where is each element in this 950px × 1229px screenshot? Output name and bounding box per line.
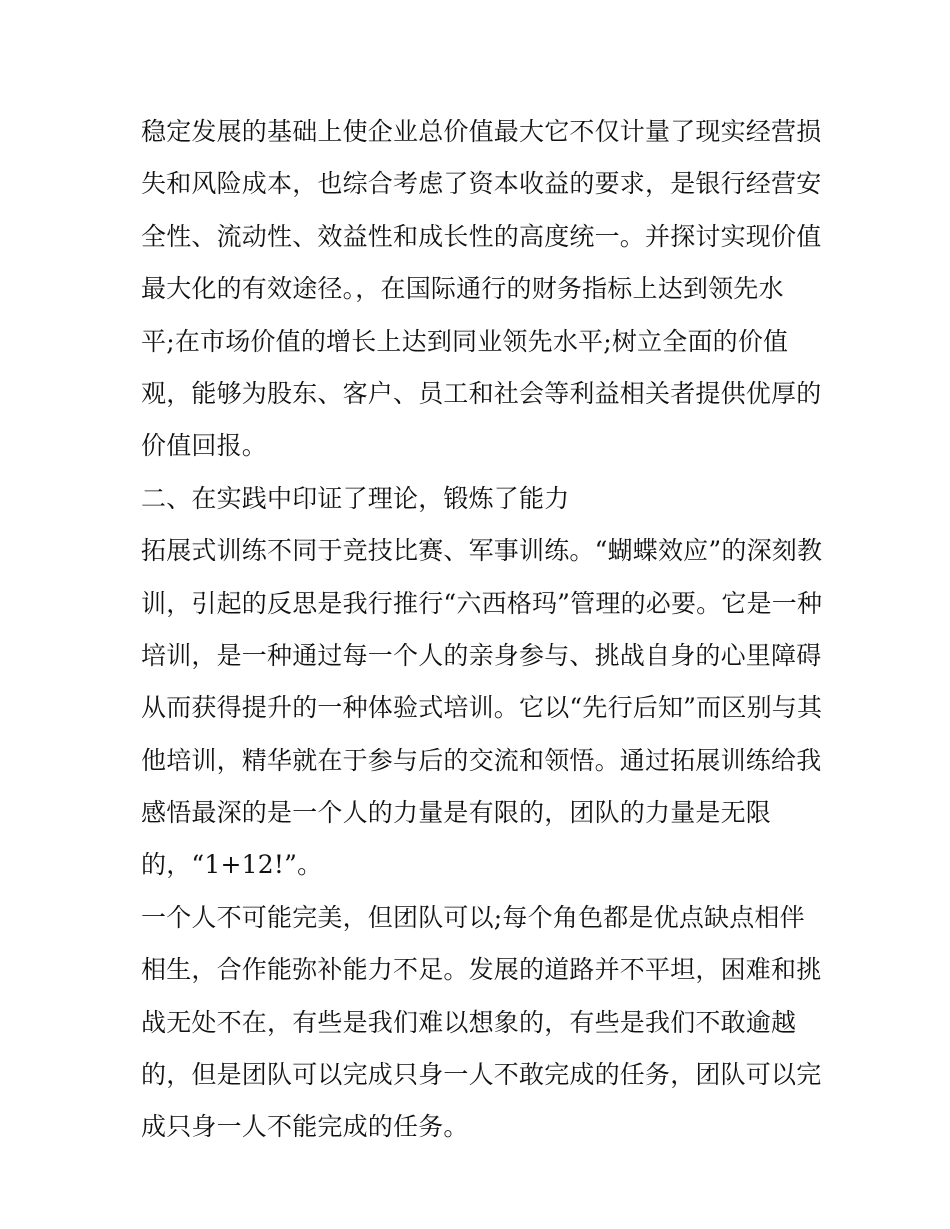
text-line: 稳定发展的基础上使企业总价值最大它不仅计量了现实经营损: [141, 117, 822, 146]
text-line: 相生，合作能弥补能力不足。发展的道路并不平坦，困难和挑: [141, 955, 822, 985]
document-body: [141, 106, 821, 1154]
text-line: 的，“1+12!”。: [141, 850, 323, 880]
text-line: 一个人不可能完美，但团队可以;每个角色都是优点缺点相伴: [141, 902, 805, 932]
text-line: 拓展式训练不同于竞技比赛、军事训练。“蝴蝶效应”的深刻教: [141, 536, 823, 566]
section-heading: 二、在实践中印证了理论，锻炼了能力: [141, 483, 570, 513]
text-line: 培训，是一种通过每一个人的亲身参与、挑战自身的心里障碍: [141, 640, 822, 670]
text-line: 观，能够为股东、客户、员工和社会等利益相关者提供优厚的: [141, 378, 822, 408]
text-line: 他培训，精华就在于参与后的交流和领悟。通过拓展训练给我: [141, 745, 822, 775]
text-line: 价值回报。: [141, 431, 268, 461]
text-line: 训，引起的反思是我行推行“六西格玛”管理的必要。它是一种: [141, 588, 823, 618]
text-line: 感悟最深的是一个人的力量是有限的，团队的力量是无限: [141, 798, 772, 828]
text-line: 失和风险成本，也综合考虑了资本收益的要求，是银行经营安: [141, 169, 822, 199]
text-line: 成只身一人不能完成的任务。: [141, 1112, 469, 1142]
text-line: 的，但是团队可以完成只身一人不敢完成的任务，团队可以完: [141, 1060, 822, 1090]
text-line: 战无处不在，有些是我们难以想象的，有些是我们不敢逾越: [141, 1007, 797, 1037]
text-line: 最大化的有效途径。，在国际通行的财务指标上达到领先水: [141, 274, 784, 304]
text-line: 从而获得提升的一种体验式培训。它以“先行后知”而区别与其: [141, 693, 823, 723]
text-line: 平;在市场价值的增长上达到同业领先水平;树立全面的价值: [141, 326, 789, 356]
text-line: 全性、流动性、效益性和成长性的高度统一。并探讨实现价值: [141, 221, 822, 251]
